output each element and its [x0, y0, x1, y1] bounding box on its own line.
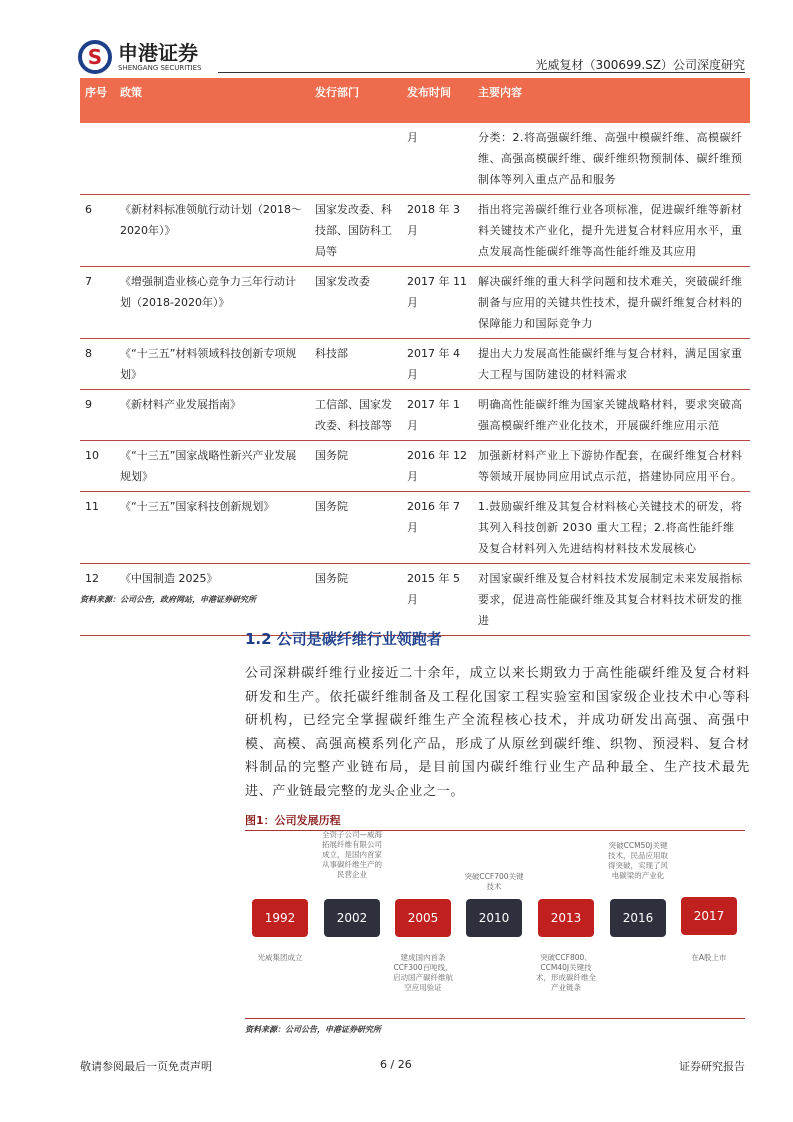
- table-cell: 《“十三五”材料领域科技创新专项规划》: [115, 339, 310, 390]
- column-header: 序号: [80, 78, 115, 123]
- policy-table: [80, 78, 750, 636]
- table-cell: 6: [80, 195, 115, 267]
- timeline-caption: 全资子公司—威海拓展纤维有限公司成立，是国内首家从事碳纤维生产的民营企业: [322, 830, 382, 879]
- table-cell: 《增强制造业核心竞争力三年行动计划（2018-2020年）》: [115, 267, 310, 339]
- table-cell: 9: [80, 390, 115, 441]
- table-cell: 工信部、国家发改委、科技部等: [310, 390, 402, 441]
- timeline-year-1992: 1992: [252, 899, 308, 937]
- table-cell: 2016 年 7 月: [402, 492, 473, 564]
- report-title: 光威复材（300699.SZ）公司深度研究: [535, 58, 745, 72]
- timeline-caption: 光威集团成立: [257, 953, 303, 962]
- table-row: [80, 123, 750, 195]
- table-cell: 指出将完善碳纤维行业各项标准，促进碳纤维等新材料关键技术产业化，提升先进复合材料应用水平，重点发展高性能碳纤维等高性能纤维及其应用: [473, 195, 750, 267]
- table-source: 资料来源：公司公告，政府网站，申港证券研究所: [80, 595, 256, 604]
- timeline-year-2005: 2005: [395, 899, 451, 937]
- table-cell: 科技部: [310, 339, 402, 390]
- timeline-year-2010: 2010: [466, 899, 522, 937]
- timeline-caption: 在A股上市: [691, 953, 727, 962]
- timeline-caption: 突破CCM50J关键技术，民品应用取得突破，实现了风电碳梁的产业化: [608, 840, 668, 880]
- table-cell: 11: [80, 492, 115, 564]
- table-row: [80, 441, 750, 492]
- column-header: 政策: [115, 78, 310, 123]
- table-cell: 提出大力发展高性能碳纤维与复合材料，满足国家重大工程与国防建设的材料需求: [473, 339, 750, 390]
- table-cell: 国家发改委、科技部、国防科工局等: [310, 195, 402, 267]
- table-cell: 解决碳纤维的重大科学问题和技术难关，突破碳纤维制备与应用的关键共性技术，提升碳纤维复合材料的保障能力和国际竞争力: [473, 267, 750, 339]
- timeline-year-2013: 2013: [538, 899, 594, 937]
- table-cell: 分类：2.将高强碳纤维、高强中模碳纤维、高模碳纤维、高强高模碳纤维、碳纤维织物预制体、碳纤维预制体等列入重点产品和服务: [473, 123, 750, 195]
- table-cell: 国务院: [310, 492, 402, 564]
- table-cell: 2018 年 3 月: [402, 195, 473, 267]
- table-cell: 月: [402, 123, 473, 195]
- table-cell: [80, 123, 115, 195]
- table-cell: 2017 年 1 月: [402, 390, 473, 441]
- table-cell: 国家发改委: [310, 267, 402, 339]
- timeline-year-2017: 2017: [681, 897, 737, 935]
- figure-title: 图1：公司发展历程: [245, 814, 341, 827]
- table-cell: 2017 年 4 月: [402, 339, 473, 390]
- timeline-caption: 突破CCF800、CCM40J关键技术，形成碳纤维全产业链条: [536, 953, 596, 992]
- page-number: 6 / 26: [380, 1058, 412, 1071]
- footer-disclaimer: 敬请参阅最后一页免责声明: [80, 1060, 212, 1073]
- table-cell: 《“十三五”国家科技创新规划》: [115, 492, 310, 564]
- table-cell: 2016 年 12 月: [402, 441, 473, 492]
- timeline-year-2016: 2016: [610, 899, 666, 937]
- column-header: 主要内容: [473, 78, 750, 123]
- table-cell: 国务院: [310, 564, 402, 636]
- table-cell: 对国家碳纤维及复合材料技术发展制定未来发展指标要求，促进高性能碳纤维及其复合材料技术研发的推进: [473, 564, 750, 636]
- section-title: 1.2 公司是碳纤维行业领跑者: [245, 630, 442, 648]
- table-cell: 1.鼓励碳纤维及其复合材料核心关键技术的研发，将其列入科技创新 2030 重大工程；2.将高性能纤维及复合材料列入先进结构材料技术发展核心: [473, 492, 750, 564]
- table-cell: 《新材料产业发展指南》: [115, 390, 310, 441]
- table-cell: [310, 123, 402, 195]
- table-cell: 国务院: [310, 441, 402, 492]
- table-cell: 12: [80, 564, 115, 636]
- header-divider: [218, 72, 745, 73]
- table-cell: 2017 年 11 月: [402, 267, 473, 339]
- table-row: [80, 339, 750, 390]
- logo-en: SHENGANG SECURITIES: [118, 64, 202, 72]
- logo-cn: 申港证券: [118, 41, 198, 65]
- figure-bottom-line: [245, 1018, 745, 1019]
- figure-top-line: [245, 830, 745, 831]
- table-cell: 明确高性能碳纤维为国家关键战略材料，要求突破高强高模碳纤维产业化技术，开展碳纤维应用示范: [473, 390, 750, 441]
- timeline-caption: 突破CCF700关键技术: [464, 872, 524, 891]
- column-header: 发布时间: [402, 78, 473, 123]
- table-cell: 2015 年 5 月: [402, 564, 473, 636]
- table-cell: 8: [80, 339, 115, 390]
- table-cell: 10: [80, 441, 115, 492]
- column-header: 发行部门: [310, 78, 402, 123]
- table-cell: 加强新材料产业上下游协作配套，在碳纤维复合材料等领域开展协同应用试点示范，搭建协同应用平台。: [473, 441, 750, 492]
- table-row: [80, 390, 750, 441]
- body-paragraph: 公司深耕碳纤维行业接近二十余年，成立以来长期致力于高性能碳纤维及复合材料研发和生产。依托碳纤维制备及工程化国家工程实验室和国家级企业技术中心等科研机构，已经完全掌握碳纤维生产全流程核心技术，并成功研发出高强、高强中模、高模、高强高模系列化产品，形成了从原丝到碳纤维、织物、预浸料、复合材料制品的完整产业链布局，是目前国内碳纤维行业生产品种最全、生产技术最先进、产业链最完整的龙头企业之一。: [245, 666, 750, 799]
- figure-source: 资料来源：公司公告，申港证券研究所: [245, 1025, 381, 1034]
- table-cell: [115, 123, 310, 195]
- timeline-caption: 建成国内首条CCF300百吨线，启动国产碳纤维航空应用验证: [393, 953, 453, 992]
- logo-icon: S: [78, 40, 112, 74]
- table-cell: 《新材料标准领航行动计划（2018～2020年）》: [115, 195, 310, 267]
- table-row: [80, 195, 750, 267]
- table-cell: 7: [80, 267, 115, 339]
- timeline-year-2002: 2002: [324, 899, 380, 937]
- table-row: [80, 492, 750, 564]
- logo: [78, 40, 201, 74]
- table-row: [80, 267, 750, 339]
- table-cell: 《“十三五”国家战略性新兴产业发展规划》: [115, 441, 310, 492]
- footer-report-type: 证券研究报告: [679, 1060, 745, 1073]
- table-cell: 《中国制造 2025》: [115, 564, 310, 636]
